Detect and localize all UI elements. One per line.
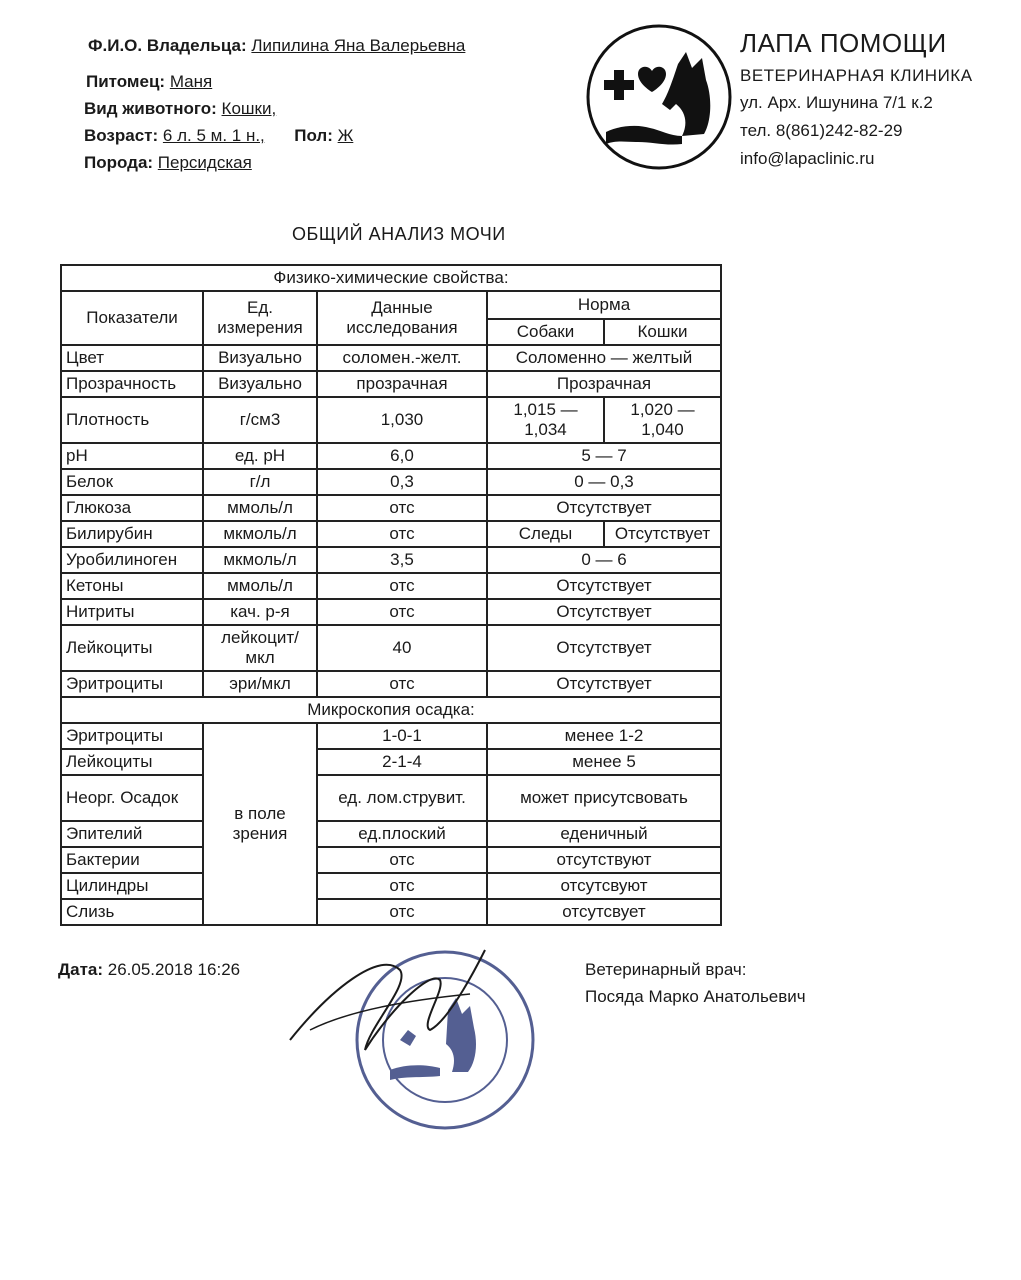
table-row (61, 397, 721, 443)
breed-line (84, 153, 252, 173)
table-row (61, 821, 721, 847)
row-norm: Отсутствует (487, 625, 721, 671)
sex-label: Пол: (294, 126, 333, 145)
micro-norm: менее 1-2 (487, 723, 721, 749)
doctor-role: Ветеринарный врач: (585, 960, 747, 979)
micro-name: Слизь (61, 899, 203, 925)
age-value: 6 л. 5 м. 1 н., (162, 126, 265, 145)
row-unit: лейкоцит/мкл (203, 625, 317, 671)
row-norm: 0 — 6 (487, 547, 721, 573)
row-unit: г/л (203, 469, 317, 495)
owner-line (88, 36, 465, 56)
micro-value: отс (317, 847, 487, 873)
table-row (61, 345, 721, 371)
table-row (61, 495, 721, 521)
sex-value: Ж (337, 126, 354, 145)
micro-name: Неорг. Осадок (61, 775, 203, 821)
date-label: Дата: (58, 960, 104, 979)
row-value: 1,030 (317, 397, 487, 443)
header-indicator: Показатели (61, 291, 203, 345)
clinic-email: info@lapaclinic.ru (740, 149, 875, 168)
header-dogs: Собаки (487, 319, 604, 345)
owner-label: Ф.И.О. Владельца: (88, 36, 247, 55)
micro-norm: отсутствуют (487, 847, 721, 873)
clinic-address: ул. Арх. Ишунина 7/1 к.2 (740, 93, 933, 112)
row-norm: Соломенно — желтый (487, 345, 721, 371)
doctor-name: Посяда Марко Анатольевич (585, 987, 806, 1006)
table-row (61, 873, 721, 899)
row-name: Билирубин (61, 521, 203, 547)
table-row (61, 599, 721, 625)
micro-value: ед.плоский (317, 821, 487, 847)
micro-name: Цилиндры (61, 873, 203, 899)
pet-value: Маня (169, 72, 213, 91)
row-unit: ед. pH (203, 443, 317, 469)
table-row (61, 775, 721, 821)
micro-norm: отсутсвуют (487, 873, 721, 899)
clinic-logo-icon (586, 24, 732, 170)
row-norm-cats: Отсутствует (604, 521, 721, 547)
micro-norm: еденичный (487, 821, 721, 847)
header-cats: Кошки (604, 319, 721, 345)
clinic-name: ЛАПА ПОМОЩИ (740, 28, 947, 58)
row-norm: 0 — 0,3 (487, 469, 721, 495)
header-data: Данные исследования (317, 291, 487, 345)
row-norm: Отсутствует (487, 573, 721, 599)
table-row (61, 521, 721, 547)
row-unit: ммоль/л (203, 573, 317, 599)
row-unit: мкмоль/л (203, 547, 317, 573)
table-row (61, 371, 721, 397)
row-value: 3,5 (317, 547, 487, 573)
table-row (61, 443, 721, 469)
owner-value: Липилина Яна Валерьевна (251, 36, 466, 55)
table-row (61, 469, 721, 495)
row-name: Прозрачность (61, 371, 203, 397)
table-row (61, 625, 721, 671)
row-norm: Отсутствует (487, 671, 721, 697)
row-name: Белок (61, 469, 203, 495)
row-value: 0,3 (317, 469, 487, 495)
micro-name: Эритроциты (61, 723, 203, 749)
micro-name: Лейкоциты (61, 749, 203, 775)
row-name: Плотность (61, 397, 203, 443)
row-value: 40 (317, 625, 487, 671)
table-row (61, 749, 721, 775)
breed-value: Персидская (157, 153, 252, 172)
micro-name: Бактерии (61, 847, 203, 873)
row-name: Цвет (61, 345, 203, 371)
breed-label: Порода: (84, 153, 154, 172)
table-row (61, 847, 721, 873)
row-unit: кач. р-я (203, 599, 317, 625)
row-value: отс (317, 521, 487, 547)
clinic-phone: тел. 8(861)242-82-29 (740, 121, 903, 140)
section-header-row (61, 265, 721, 291)
clinic-subtitle: ВЕТЕРИНАРНАЯ КЛИНИКА (740, 66, 973, 85)
table-row (61, 671, 721, 697)
row-norm: Отсутствует (487, 495, 721, 521)
micro-value: отс (317, 873, 487, 899)
row-norm-dogs: Следы (487, 521, 604, 547)
row-name: pH (61, 443, 203, 469)
table-row (61, 899, 721, 925)
section-microscopy: Микроскопия осадка: (61, 697, 721, 723)
table-row (61, 573, 721, 599)
micro-value: ед. лом.струвит. (317, 775, 487, 821)
micro-norm: отсутсвует (487, 899, 721, 925)
row-name: Глюкоза (61, 495, 203, 521)
micro-value: отс (317, 899, 487, 925)
section-header-row (61, 697, 721, 723)
row-unit: Визуально (203, 371, 317, 397)
row-norm: Отсутствует (487, 599, 721, 625)
row-value: отс (317, 573, 487, 599)
row-norm-dogs: 1,015 — 1,034 (487, 397, 604, 443)
header-unit: Ед. измерения (203, 291, 317, 345)
species-line (84, 99, 276, 119)
table-row (61, 547, 721, 573)
row-value: отс (317, 671, 487, 697)
header-norm: Норма (487, 291, 721, 319)
analysis-table (60, 264, 722, 926)
row-name: Нитриты (61, 599, 203, 625)
section-physchem: Физико-химические свойства: (61, 265, 721, 291)
row-unit: Визуально (203, 345, 317, 371)
pet-label: Питомец: (86, 72, 166, 91)
micro-value: 2-1-4 (317, 749, 487, 775)
age-label: Возраст: (84, 126, 159, 145)
row-name: Лейкоциты (61, 625, 203, 671)
row-norm-cats: 1,020 — 1,040 (604, 397, 721, 443)
row-norm: Прозрачная (487, 371, 721, 397)
micro-value: 1-0-1 (317, 723, 487, 749)
row-value: отс (317, 495, 487, 521)
species-value: Кошки, (221, 99, 277, 118)
header-row (61, 291, 721, 319)
row-unit: г/см3 (203, 397, 317, 443)
row-unit: ммоль/л (203, 495, 317, 521)
age-line (84, 126, 353, 146)
micro-norm: менее 5 (487, 749, 721, 775)
page-title: ОБЩИЙ АНАЛИЗ МОЧИ (292, 224, 506, 244)
row-value: соломен.-желт. (317, 345, 487, 371)
row-name: Эритроциты (61, 671, 203, 697)
row-unit: мкмоль/л (203, 521, 317, 547)
row-unit: эри/мкл (203, 671, 317, 697)
stamp-signature-icon (270, 930, 570, 1130)
row-name: Кетоны (61, 573, 203, 599)
row-name: Уробилиноген (61, 547, 203, 573)
micro-name: Эпителий (61, 821, 203, 847)
date-line (58, 960, 240, 980)
date-value: 26.05.2018 16:26 (107, 960, 241, 979)
row-norm: 5 — 7 (487, 443, 721, 469)
pet-line (86, 72, 212, 92)
row-value: отс (317, 599, 487, 625)
species-label: Вид животного: (84, 99, 217, 118)
row-value: прозрачная (317, 371, 487, 397)
table-row (61, 723, 721, 749)
micro-norm: может присутсвовать (487, 775, 721, 821)
micro-unit: в поле зрения (203, 723, 317, 925)
row-value: 6,0 (317, 443, 487, 469)
